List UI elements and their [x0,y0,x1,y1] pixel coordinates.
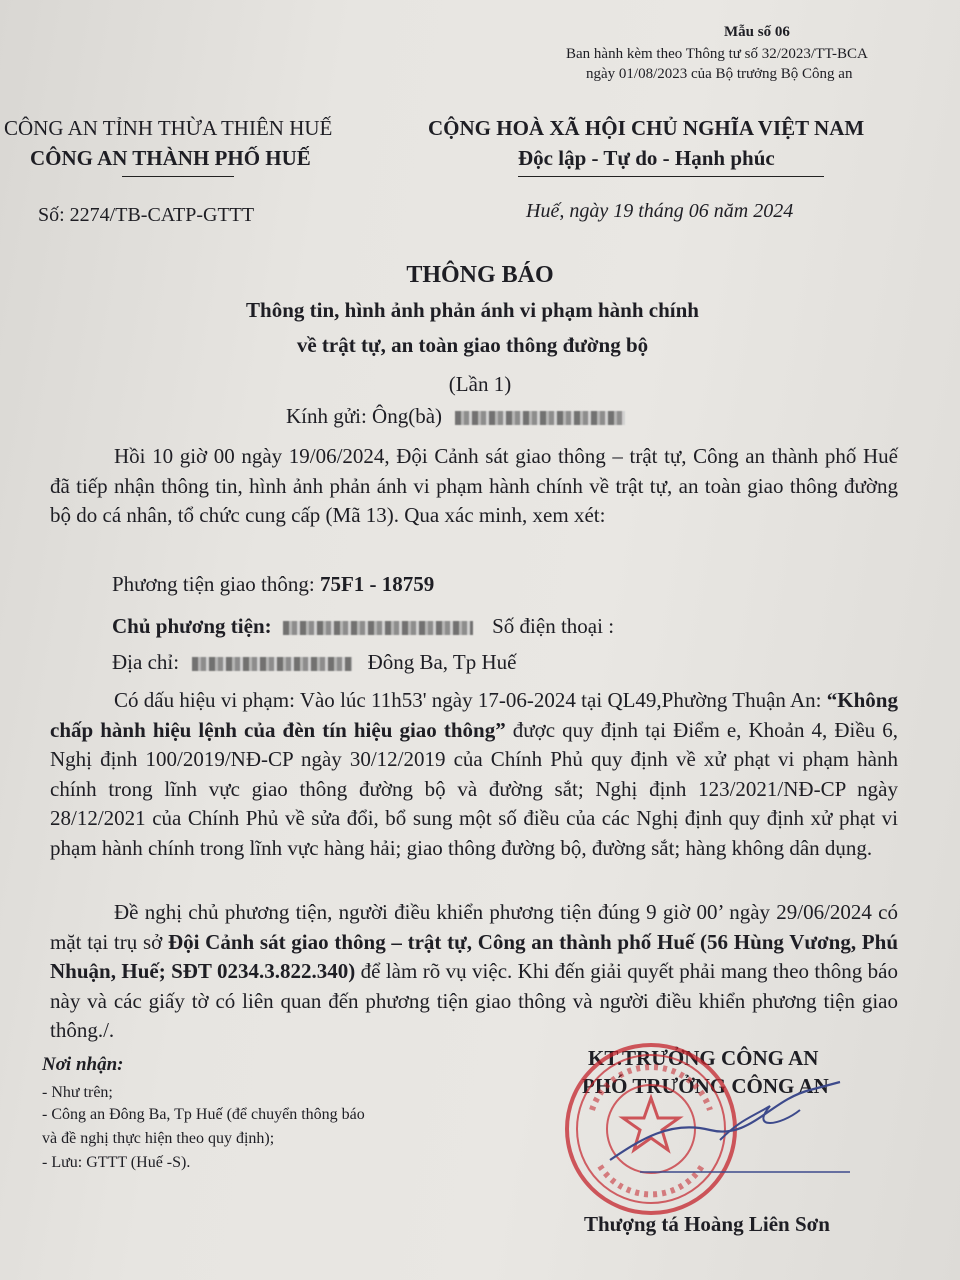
paragraph-violation [50,686,898,863]
violation-quote: “Không chấp hành hiệu lệnh của đèn tín hiệu giao thông” [50,688,898,742]
owner-line [112,614,614,639]
motto-underline [518,176,824,177]
recipient-item: - Như trên; [42,1084,113,1101]
form-issued-line-2: ngày 01/08/2023 của Bộ trưởng Bộ Công an [586,66,853,82]
attempt-number: (Lần 1) [448,372,512,396]
signature-title-2: PHÓ TRƯỞNG CÔNG AN [582,1074,829,1098]
agency-parent: CÔNG AN TỈNH THỪA THIÊN HUẾ [4,116,333,140]
document-subtitle-1: Thông tin, hình ảnh phản ánh vi phạm hành chính [246,298,699,322]
violation-legal-basis: được quy định tại Điểm e, Khoản 4, Điều 6, Nghị định 100/2019/NĐ-CP ngày 30/12/2019 của Chính Phủ quy định về xử phạt vi phạm hành chính trong lĩnh vực giao thông đường bộ và đường sắt; Nghị định 123/2021/NĐ-CP ngày 28/12/2021 của Chính Phủ về sửa đổi, bổ sung một số điều của các Nghị định quy định xử phạt vi phạm hành chính trong lĩnh vực hàng hải; giao thông đường bộ, đường sắt; hàng không dân dụng. [50,717,898,860]
paragraph-request [50,898,898,1046]
agency-name: CÔNG AN THÀNH PHỐ HUẾ [30,146,311,170]
owner-label: Chủ phương tiện: [112,614,272,638]
request-rest: để làm rõ vụ việc. Khi đến giải quyết phải mang theo thông báo này và các giấy tờ có liên quan đến phương tiện giao thông và người điều khiển phương tiện giao thông./. [50,959,898,1042]
document-title: THÔNG BÁO [406,262,554,288]
recipient-item: và đề nghị thực hiện theo quy định); [42,1130,275,1147]
recipients-heading: Nơi nhận: [42,1054,124,1075]
form-issued-line-1: Ban hành kèm theo Thông tư số 32/2023/TT-BCA [566,46,868,62]
request-place: Đội Cảnh sát giao thông – trật tự, Công an thành phố Huế (56 Hùng Vương, Phú Nhuận, Huế; SĐT 0234.3.822.340) [50,929,898,983]
agency-underline [122,176,234,177]
phone-label: Số điện thoại : [492,614,615,638]
request-intro: Đề nghị chủ phương tiện, người điều khiển phương tiện đúng 9 giờ 00’ ngày 29/06/2024 có mặt tại trụ sở [50,900,898,954]
redacted-owner [283,621,473,635]
nation-motto: Độc lập - Tự do - Hạnh phúc [518,146,775,170]
signature-scribble [600,1060,860,1180]
form-number: Mẫu số 06 [724,24,790,40]
nation-name: CỘNG HOÀ XÃ HỘI CHỦ NGHĨA VIỆT NAM [428,116,865,140]
address-line [112,650,517,675]
recipient-item: - Lưu: GTTT (Huế -S). [42,1154,191,1171]
address-label: Địa chỉ: [112,650,180,674]
redacted-name [455,411,625,425]
vehicle-plate: 75F1 - 18759 [319,572,435,596]
vehicle-label: Phương tiện giao thông: [112,572,315,596]
document-subtitle-2: về trật tự, an toàn giao thông đường bộ [296,333,649,357]
address-suffix: Đông Ba, Tp Huế [367,650,517,674]
paragraph-intake: Hồi 10 giờ 00 ngày 19/06/2024, Đội Cảnh sát giao thông – trật tự, Công an thành phố Huế đã tiếp nhận thông tin, hình ảnh phản ánh vi phạm hành chính về trật tự, an toàn giao thông đường bộ do cá nhân, tổ chức cung cấp (Mã 13). Qua xác minh, xem xét: [50,444,898,527]
addressee-label: Kính gửi: Ông(bà) [286,404,443,428]
recipient-item: - Công an Đông Ba, Tp Huế (để chuyển thông báo [42,1106,365,1123]
document-date: Huế, ngày 19 tháng 06 năm 2024 [526,200,794,222]
addressee [286,404,625,429]
redacted-address [192,657,352,671]
signature-title-1: KT.TRƯỞNG CÔNG AN [588,1046,819,1070]
signer-name: Thượng tá Hoàng Liên Sơn [584,1212,830,1236]
document-number: Số: 2274/TB-CATP-GTTT [38,204,255,226]
vehicle-line [112,572,434,597]
violation-intro: Có dấu hiệu vi phạm: Vào lúc 11h53' ngày 17-06-2024 tại QL49,Phường Thuận An: [114,688,827,712]
